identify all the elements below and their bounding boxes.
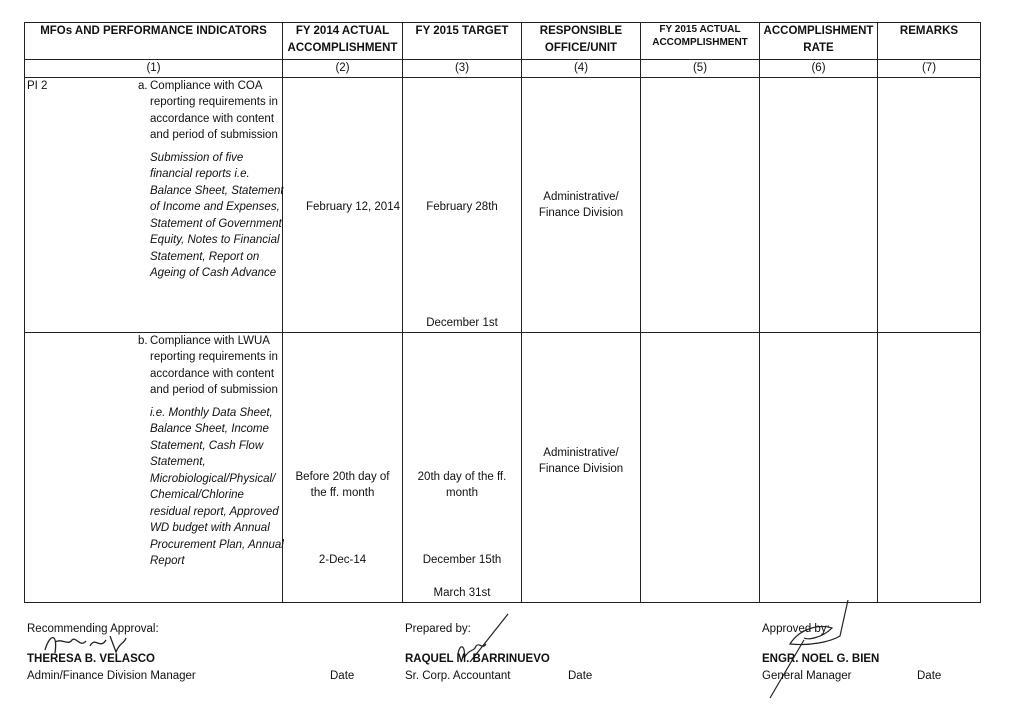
indicator-cell [25,332,283,602]
responsible-office-value: Administrative/ Finance Division [538,446,624,475]
column-number: (1) [25,60,283,78]
indicator-title: Compliance with LWUA reporting requirements in accordance with content and period of submission [150,334,278,396]
accomplishment-rate-cell [760,77,878,332]
header-fy2014-actual: FY 2014 ACTUAL ACCOMPLISHMENT [283,23,403,60]
header-accomplishment-rate: ACCOMPLISHMENT RATE [760,23,878,60]
recommending-name: THERESA B. VELASCO [27,653,156,665]
column-number: (3) [403,60,522,78]
column-number: (7) [878,60,981,78]
table-row [25,332,981,602]
fy2014-actual-cell [283,332,403,602]
header-row [25,23,981,60]
fy2015-actual-cell [641,332,760,602]
remarks-cell [878,77,981,332]
fy2015-target-value: February 28th [426,200,498,213]
accomplishment-rate-cell [760,332,878,602]
column-number-row [25,60,981,78]
fy2015-actual-cell [641,77,760,332]
responsible-office-value: Administrative/ Finance Division [538,190,624,219]
indicator-letter: b. [138,334,148,347]
column-number: (5) [641,60,760,78]
responsible-office-cell [522,77,641,332]
prepared-name: RAQUEL M. BARRINUEVO [405,653,550,665]
fy2015-target-cell [403,332,522,602]
header-remarks: REMARKS [878,23,981,60]
fy2015-target-value: 20th day of the ff. month [417,470,507,499]
recommending-caption: Recommending Approval: [27,623,159,635]
indicator-text-block [138,333,285,570]
column-number: (2) [283,60,403,78]
fy2015-target-value-3: March 31st [433,586,491,599]
performance-table [24,22,981,603]
indicator-letter: a. [138,79,148,92]
indicator-cell [25,77,283,332]
recommending-title: Admin/Finance Division Manager [27,670,196,682]
approved-name: ENGR. NOEL G. BIEN [762,653,880,665]
indicator-title: Compliance with COA reporting requirements in accordance with content and period of submission [150,79,278,141]
header-fy2015-target: FY 2015 TARGET [403,23,522,60]
fy2014-actual-value-2: 2-Dec-14 [318,553,367,566]
column-number: (6) [760,60,878,78]
approved-caption: Approved by: [762,623,830,635]
prepared-caption: Prepared by: [405,623,471,635]
table-row [25,77,981,332]
recommending-date-label: Date [330,670,355,682]
indicator-detail: Submission of five financial reports i.e. Balance Sheet, Statement of Income and Expenses, Statement of Government Equity, Notes to Financial Statement, Report on Ageing of Cash Advance [150,151,284,279]
fy2015-target-cell [403,77,522,332]
fy2014-actual-value: Before 20th day of the ff. month [295,470,390,499]
responsible-office-cell [522,332,641,602]
prepared-title: Sr. Corp. Accountant [405,670,511,682]
header-mfos: MFOs AND PERFORMANCE INDICATORS [25,23,283,60]
fy2015-target-value-2: December 1st [426,316,498,329]
indicator-text-block [138,78,285,282]
fy2014-actual-value: February 12, 2014 [306,200,400,213]
remarks-cell [878,332,981,602]
approved-date-label: Date [917,670,942,682]
fy2014-actual-cell [283,77,403,332]
column-number: (4) [522,60,641,78]
fy2015-target-value-2: December 15th [422,553,502,566]
indicator-detail: i.e. Monthly Data Sheet, Balance Sheet, Income Statement, Cash Flow Statement, Microbiological/Physical/ Chemical/Chlorine residual report, Approved WD budget with Annual Procurement Plan, Annual Report [150,406,284,567]
pi-label: PI 2 [27,79,48,92]
approved-title: General Manager [762,670,852,682]
header-responsible-office: RESPONSIBLE OFFICE/UNIT [522,23,641,60]
prepared-date-label: Date [568,670,593,682]
header-fy2015-actual: FY 2015 ACTUAL ACCOMPLISHMENT [641,23,760,60]
